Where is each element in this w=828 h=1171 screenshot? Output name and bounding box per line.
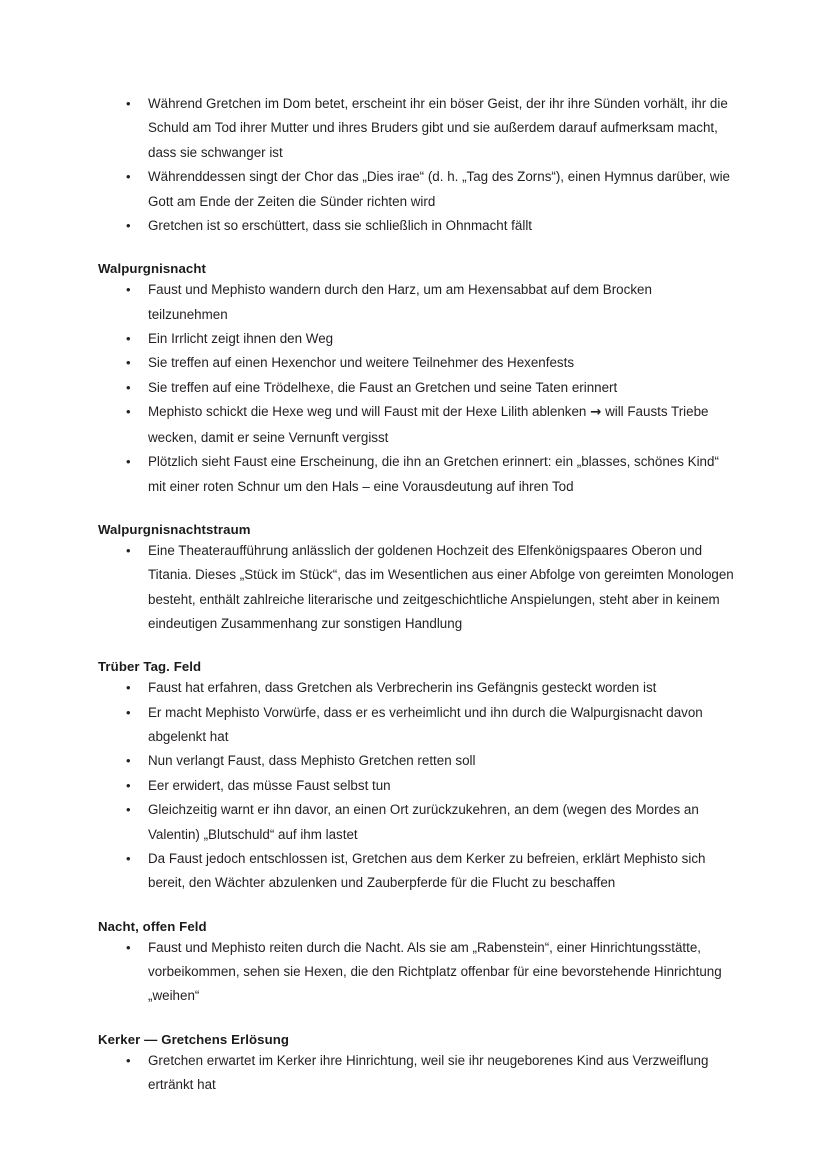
list-item <box>98 214 734 238</box>
list-item <box>98 327 734 351</box>
section-heading-walpurgisnacht: Walpurgnisnacht <box>98 261 206 277</box>
list-item <box>98 676 734 700</box>
list-item-text: Da Faust jedoch entschlossen ist, Gretchen aus dem Kerker zu befreien, erklärt Mephisto sich bereit, den Wächter abzulenken und Zauberpferde für die Flucht zu beschaffen <box>148 851 706 891</box>
list-item <box>98 400 734 450</box>
list-item-text: Mephisto schickt die Hexe weg und will Faust mit der Hexe Lilith ablenken → will Fausts Triebe wecken, damit er seine Vernunft vergisst <box>148 404 709 445</box>
document-body <box>98 92 734 1097</box>
bullet-list-walpurgisnachtstraum <box>98 539 734 637</box>
list-item-text: Er macht Mephisto Vorwürfe, dass er es verheimlicht und ihn durch die Walpurgisnacht davon abgelenkt hat <box>148 704 703 744</box>
list-item-text: Nun verlangt Faust, dass Mephisto Gretchen retten soll <box>148 753 476 769</box>
list-item-text: Plötzlich sieht Faust eine Erscheinung, die ihn an Gretchen erinnert: ein „blasses, schönes Kind“ mit einer roten Schnur um den Hals – eine Vorausdeutung auf ihren Tod <box>148 454 719 494</box>
list-item <box>98 539 734 637</box>
list-item <box>98 936 734 1009</box>
section-heading-kerker: Kerker — Gretchens Erlösung <box>98 1031 290 1047</box>
list-item-text: Eer erwidert, das müsse Faust selbst tun <box>148 777 391 793</box>
bullet-list-nacht-offen-feld <box>98 936 734 1009</box>
list-item-text: Gretchen ist so erschüttert, dass sie schließlich in Ohnmacht fällt <box>148 218 533 234</box>
list-item <box>98 774 734 798</box>
list-item <box>98 847 734 896</box>
list-item-text: Sie treffen auf einen Hexenchor und weitere Teilnehmer des Hexenfests <box>148 355 575 371</box>
section-nacht-offen-feld <box>98 918 734 1009</box>
section-heading-walpurgisnachtstraum: Walpurgnisnachtstraum <box>98 521 251 537</box>
section-kerker <box>98 1031 734 1098</box>
list-item-text: Gleichzeitig warnt er ihn davor, an einen Ort zurückzukehren, an dem (wegen des Mordes an Valentin) „Blutschuld“ auf ihm lastet <box>148 802 699 842</box>
section-walpurgisnachtstraum <box>98 521 734 636</box>
section-trueber-tag-feld <box>98 658 734 895</box>
list-item <box>98 92 734 165</box>
section-dom <box>98 92 734 238</box>
list-item-text: Währenddessen singt der Chor das „Dies irae“ (d. h. „Tag des Zorns“), einen Hymnus darüber, wie Gott am Ende der Zeiten die Sünder richten wird <box>148 169 731 209</box>
list-item-text: Ein Irrlicht zeigt ihnen den Weg <box>148 331 334 347</box>
section-walpurgisnacht <box>98 260 734 498</box>
list-item <box>98 749 734 773</box>
list-item <box>98 798 734 847</box>
list-item-text: Eine Theateraufführung anlässlich der goldenen Hochzeit des Elfenkönigspaares Oberon und Titania. Dieses „Stück im Stück“, das im Wesentlichen aus einer Abfolge von gereimten Monologen besteht, enthält zahlreiche literarische und zeitgeschichtliche Anspielungen, steht aber in keinem eindeutigen Zusammenhang zur sonstigen Handlung <box>148 542 734 631</box>
list-item-text: Sie treffen auf eine Trödelhexe, die Faust an Gretchen und seine Taten erinnert <box>148 379 618 395</box>
list-item-text: Faust und Mephisto wandern durch den Harz, um am Hexensabbat auf dem Brocken teilzunehmen <box>148 282 652 322</box>
list-item <box>98 376 734 400</box>
list-item <box>98 701 734 750</box>
section-heading-nacht-offen-feld: Nacht, offen Feld <box>98 918 207 934</box>
list-item-text: Während Gretchen im Dom betet, erscheint ihr ein böser Geist, der ihr ihre Sünden vorhält, ihr die Schuld am Tod ihrer Mutter und ihres Bruders gibt und sie außerdem darauf aufmerksam macht, dass sie schwanger ist <box>148 96 728 160</box>
bullet-list-walpurgisnacht <box>98 278 734 499</box>
list-item <box>98 1049 734 1098</box>
bullet-list-dom <box>98 92 734 238</box>
section-heading-trueber-tag-feld: Trüber Tag. Feld <box>98 659 202 675</box>
list-item-text: Gretchen erwartet im Kerker ihre Hinrichtung, weil sie ihr neugeborenes Kind aus Verzweiflung ertränkt hat <box>148 1052 709 1093</box>
list-item-text: Faust hat erfahren, dass Gretchen als Verbrecherin ins Gefängnis gesteckt worden ist <box>148 680 657 696</box>
list-item-text: Faust und Mephisto reiten durch die Nacht. Als sie am „Rabenstein“, einer Hinrichtungsstätte, vorbeikommen, sehen sie Hexen, die den Richtplatz offenbar für eine bevorstehende Hinrichtung „weihen“ <box>148 939 722 1004</box>
list-item <box>98 450 734 499</box>
list-item <box>98 165 734 214</box>
list-item <box>98 351 734 375</box>
bullet-list-kerker <box>98 1049 734 1098</box>
list-item <box>98 278 734 327</box>
bullet-list-trueber-tag-feld <box>98 676 734 896</box>
right-arrow-icon: → <box>590 405 602 421</box>
